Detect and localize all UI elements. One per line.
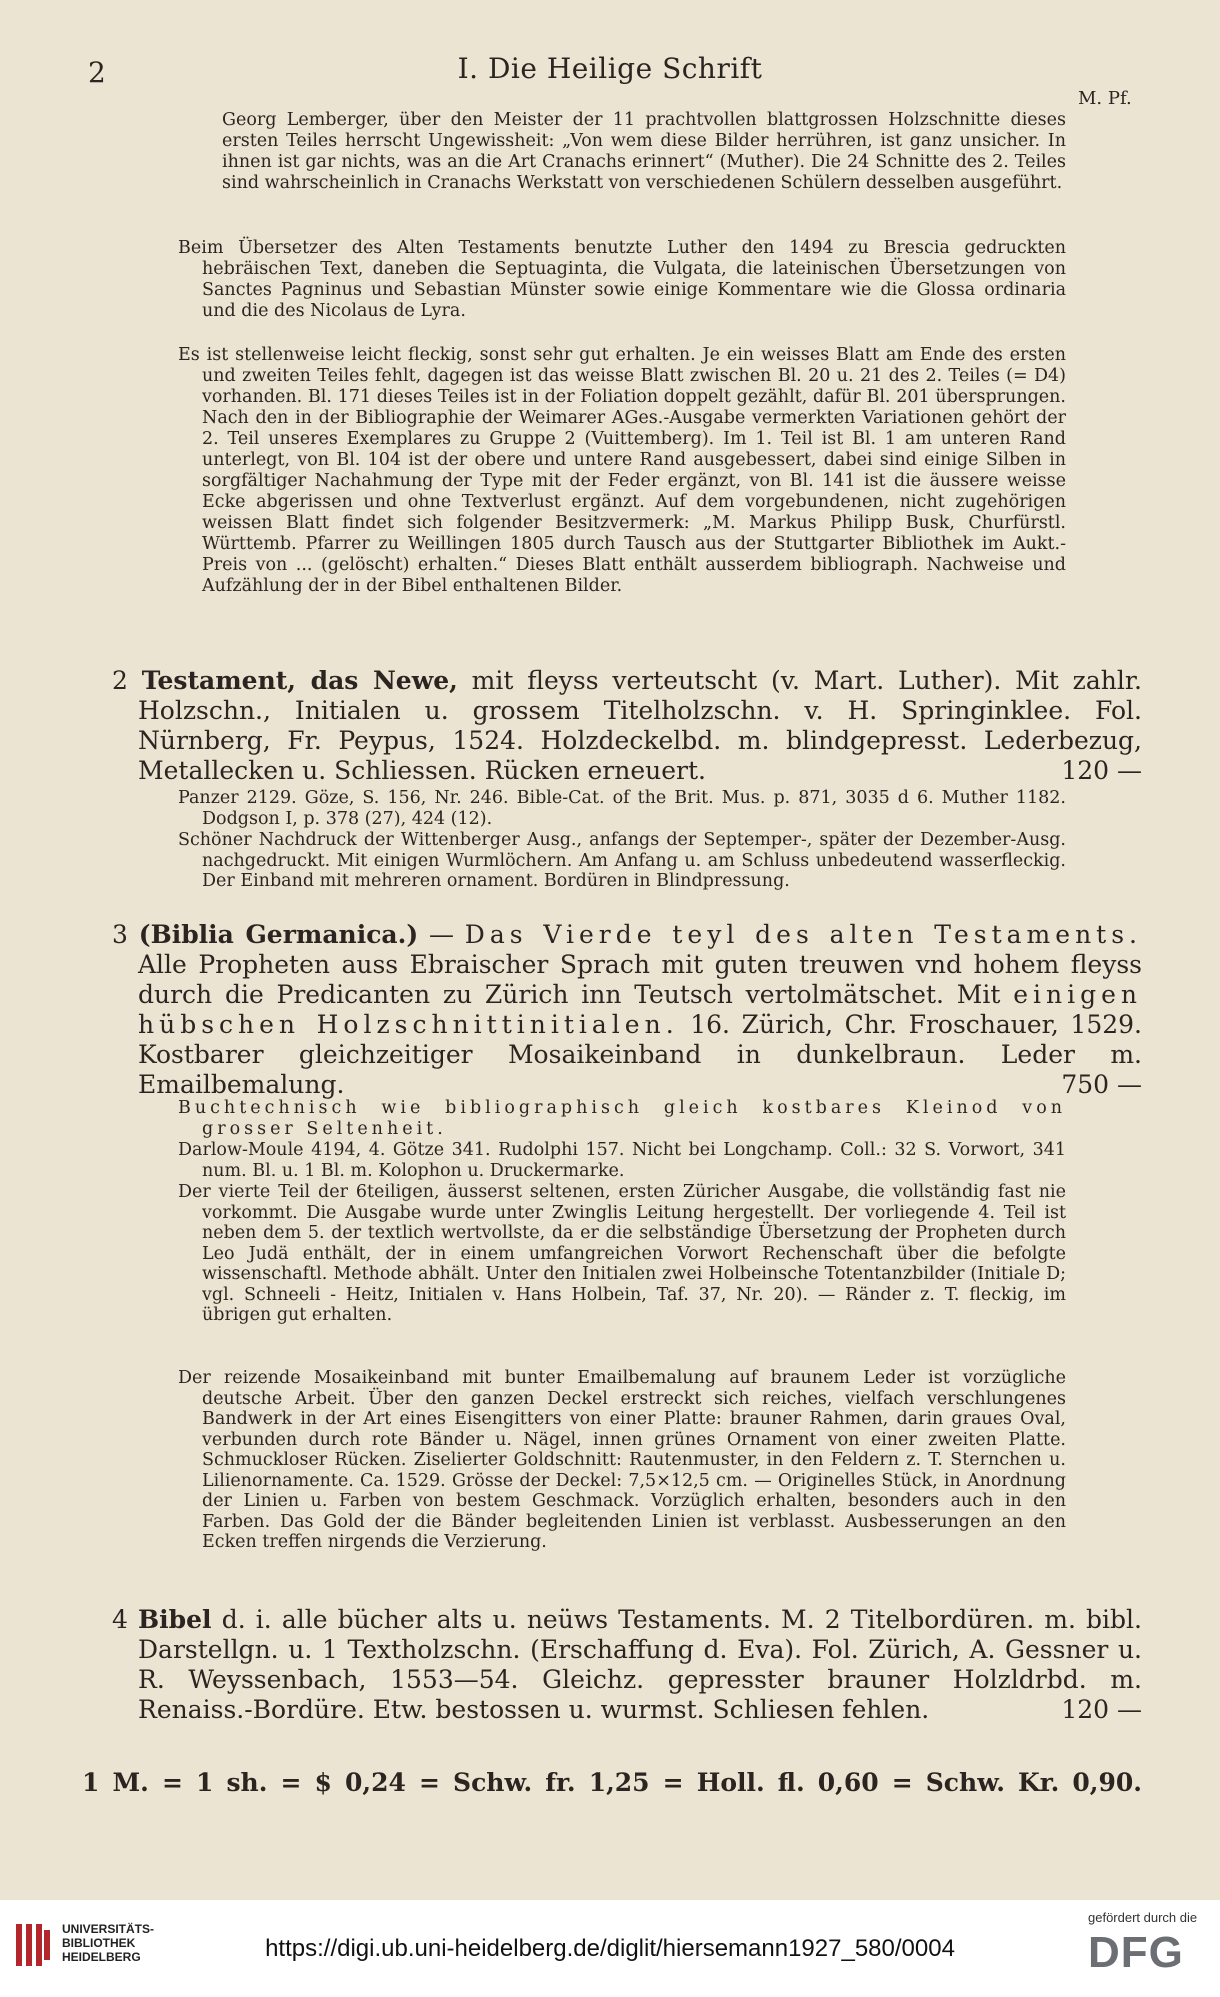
entry-title-spaced: Das Vierde teyl des alten Testaments.: [464, 920, 1142, 949]
entry-title: Alle Propheten auss Ebraischer Sprach mit guten treuwen vnd hohem fleyss durch die Predicanten zu Zürich inn Teutsch vertolmätschet. Mit: [138, 950, 1142, 1009]
entry-title-bold: Testament, das Newe,: [141, 666, 458, 695]
currency-conversion: 1 M. = 1 sh. = $ 0,24 = Schw. fr. 1,25 = Holl. fl. 0,60 = Schw. Kr. 0,90.: [82, 1768, 1142, 1797]
entry1-paragraph-1: Georg Lemberger, über den Meister der 11 prachtvollen blattgrossen Holzschnitte dieses ersten Teiles herrscht Ungewissheit: „Von wem diese Bilder herrühren, ist ganz unsicher. In ihnen ist gar nichts, was an die Art Cranachs erinnert“ (Muther). Die 24 Schnitte des 2. Teiles sind wahrscheinlich in Cranachs Werkstatt von verschiedenen Schülern desselben ausgeführt.: [222, 110, 1066, 193]
entry-title-bold: (Biblia Germanica.): [138, 920, 419, 949]
entry-title: d. i. alle bücher alts u. neüws Testaments. M. 2 Titelbordüren. m. bibl. Darstellgn. u. 1 Textholzschn. (Erschaffung d. Eva). Fol. Zürich, A. Gessner u. R. Weyssenbach, 1553—54. Gleichz. gepresster brauner Holzldrbd. m. Renaiss.-Bordüre. Etw. bestossen u. wurmst. Schliesen fehlen.: [138, 1605, 1143, 1724]
entry2-references: Panzer 2129. Göze, S. 156, Nr. 246. Bible-Cat. of the Brit. Mus. p. 871, 3035 d 6. Muther 1182. Dodgson I, p. 378 (27), 424 (12).: [178, 788, 1066, 829]
running-title: I. Die Heilige Schrift: [457, 52, 763, 85]
entry1-paragraph-3: Es ist stellenweise leicht fleckig, sonst sehr gut erhalten. Je ein weisses Blatt am Ende des ersten und zweiten Teiles fehlt, dagegen ist das weisse Blatt zwischen Bl. 20 u. 21 des 2. Teiles (= D4) vorhanden. Bl. 171 dieses Teiles ist in der Foliation doppelt gezählt, dafür Bl. 201 übersprungen. Nach den in der Bibliographie der Weimarer AGes.-Ausgabe vermerkten Variationen gehört der 2. Teil unseres Exemplares zu Gruppe 2 (Vuittemberg). Im 1. Teil ist Bl. 1 am unteren Rand unterlegt, von Bl. 104 ist der obere und untere Rand ausgebessert, dabei sind einige Silben in sorgfältiger Nachahmung der Type mit der Feder ergänzt, von Bl. 141 ist die äussere weisse Ecke abgerissen und ohne Textverlust ergänzt. Auf dem vorgebundenen, nicht zugehörigen weissen Blatt findet sich folgender Besitzvermerk: „M. Markus Philipp Busk, Churfürstl. Württemb. Pfarrer zu Weillingen 1805 durch Tausch aus der Stuttgarter Bibliothek im Aukt.-Preis von ... (gelöscht) erhalten.“ Dieses Blatt enthält ausserdem bibliograph. Nachweise und Aufzählung der in der Bibel enthaltenen Bilder.: [178, 345, 1066, 596]
entry-title-bold: Bibel: [138, 1605, 212, 1634]
entry3-motto: Buchtechnisch wie bibliographisch gleich kostbares Kleinod von grosser Seltenheit.: [178, 1098, 1066, 1139]
entry-number: 4: [112, 1605, 128, 1634]
marginal-note: M. Pf.: [1078, 88, 1132, 109]
entry3-note-2: Der reizende Mosaikeinband mit bunter Emailbemalung auf braunem Leder ist vorzügliche deutsche Arbeit. Über den ganzen Deckel erstreckt sich reiches, vielfach verschlungenes Bandwerk in der Art eines Eisengitters von einer Platte: brauner Rahmen, darin graues Oval, verbunden durch rote Bänder u. Nägel, innen grünes Ornament von einer zweiten Platte. Schmuckloser Rücken. Ziselierter Goldschnitt: Rautenmuster, in den Feldern z. T. Sternchen u. Lilienornamente. Ca. 1529. Grösse der Deckel: 7,5×12,5 cm. — Originelles Stück, in Anordnung der Linien u. Farben von bestem Geschmack. Vorzüglich erhalten, besonders auch in den Farben. Das Gold der die Bänder begleitenden Linien ist verblasst. Ausbesserungen an den Ecken treffen nirgends die Verzierung.: [178, 1368, 1066, 1552]
document-url-link[interactable]: https://digi.ub.uni-heidelberg.de/diglit/hiersemann1927_580/0004: [265, 1935, 955, 1962]
catalog-entry-4: [112, 1605, 1142, 1725]
entry-price: 120 —: [1061, 756, 1142, 785]
entry-price: 750 —: [1061, 1070, 1142, 1099]
entry-number: 3: [112, 920, 128, 949]
dfg-logo: DFG: [1088, 1928, 1184, 1977]
entry1-paragraph-2: Beim Übersetzer des Alten Testaments benutzte Luther den 1494 zu Brescia gedruckten hebräischen Text, daneben die Septuaginta, die Vulgata, die lateinischen Übersetzungen von Sanctes Pagninus und Sebastian Münster sowie einige Kommentare wie die Glossa ordinaria und die des Nicolaus de Lyra.: [178, 238, 1066, 321]
entry2-note: Schöner Nachdruck der Wittenberger Ausg., anfangs der Septemper-, später der Dezember-Ausg. nachgedruckt. Mit einigen Wurmlöchern. Am Anfang u. am Schluss unbedeutend wasserfleckig. Der Einband mit mehreren ornament. Bordüren in Blindpressung.: [178, 830, 1066, 891]
entry-title-end: 16. Zürich, Chr. Froschauer, 1529. Kostbarer gleichzeitiger Mosaikeinband in dunkelbraun. Leder m. Emailbemalung.: [138, 1010, 1142, 1099]
entry-number: 2: [112, 666, 128, 695]
catalog-entry-2: [112, 666, 1142, 786]
library-name: UNIVERSITÄTS- BIBLIOTHEK HEIDELBERG: [62, 1922, 155, 1964]
entry-price: 120 —: [1061, 1695, 1142, 1724]
catalog-entry-3: 3 (Biblia Germanica.) — Das Vierde teyl des alten Testaments. Alle Propheten auss Ebraischer Sprach mit guten treuwen vnd hohem fleyss durch die Predicanten zu Zürich inn Teutsch vertolmätschet. Mit einigen hübschen Holzschnittinitialen. 16. Zürich, Chr. Froschauer, 1529. Kostbarer gleichzeitiger Mosaikeinband in dunkelbraun. Leder m. Emailbemalung. 750 —: [112, 920, 1142, 1099]
entry-title-spaced-2: einigen hübschen Holzschnittinitialen.: [138, 980, 1142, 1039]
entry3-note-1: Der vierte Teil der 6teiligen, äusserst seltenen, ersten Züricher Ausgabe, die vollständig fast nie vorkommt. Die Ausgabe wurde unter Zwinglis Leitung hergestellt. Der vorliegende 4. Teil ist neben dem 5. der textlich wertvollste, da er die selbständige Übersetzung der Propheten durch Leo Judä enthält, der in einem umfangreichen Vorwort Rechenschaft über die befolgte wissenschaftl. Methode abhält. Unter den Initialen zwei Holbeinsche Totentanzbilder (Initiale D; vgl. Schneeli - Heitz, Initialen v. Hans Holbein, Taf. 37, Nr. 20). — Ränder z. T. fleckig, im übrigen gut erhalten.: [178, 1182, 1066, 1325]
funding-label: gefördert durch die: [1088, 1910, 1198, 1925]
entry3-references: Darlow-Moule 4194, 4. Götze 341. Rudolphi 157. Nicht bei Longchamp. Coll.: 32 S. Vorwort, 341 num. Bl. u. 1 Bl. m. Kolophon u. Druckermarke.: [178, 1140, 1066, 1181]
entry-title: mit fleyss verteutscht (v. Mart. Luther). Mit zahlr. Holzschn., Initialen u. grossem Titelholzschn. v. H. Springinklee. Fol. Nürnberg, Fr. Peypus, 1524. Holzdeckelbd. m. blindgepresst. Lederbezug, Metallecken u. Schliessen. Rücken erneuert.: [138, 666, 1142, 785]
page-number: 2: [88, 56, 106, 89]
